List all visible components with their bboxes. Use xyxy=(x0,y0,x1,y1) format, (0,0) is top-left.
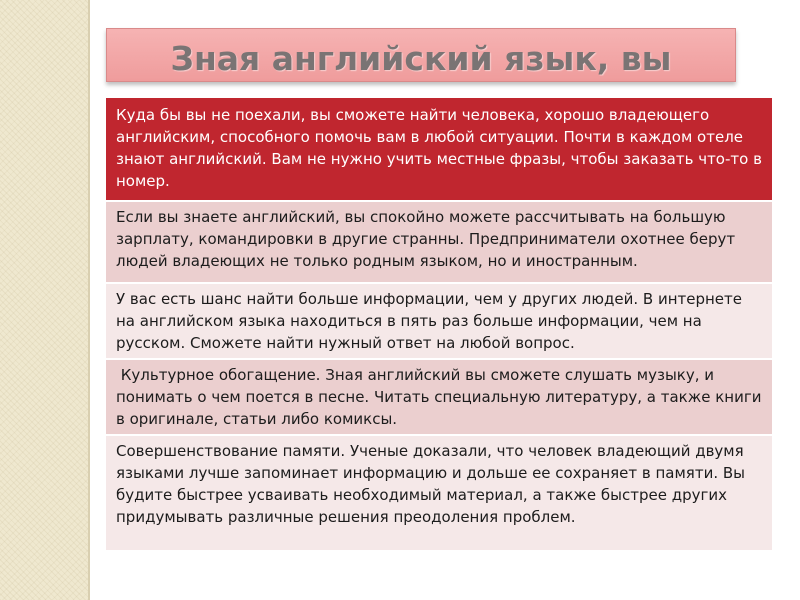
table-row-2: Если вы знаете английский, вы спокойно можете рассчитывать на большую зарплату, командировки в другие странны. Предприниматели охотнее берут людей владеющих не только родным языком, но и иностранным. xyxy=(106,202,772,284)
content-table xyxy=(106,98,772,550)
table-row-5: Совершенствование памяти. Ученые доказали, что человек владеющий двумя языками лучше запоминает информацию и дольше ее сохраняет в памяти. Вы будите быстрее усваивать необходимый материал, а также быстрее других придумывать различные решения преодоления проблем. xyxy=(106,436,772,550)
slide-title: Зная английский язык, вы xyxy=(170,39,672,78)
table-row-4: Культурное обогащение. Зная английский вы сможете слушать музыку, и понимать о чем поется в песне. Читать специальную литературу, а также книги в оригинале, статьи либо комиксы. xyxy=(106,360,772,436)
slide-title-box xyxy=(106,28,736,82)
table-row-3: У вас есть шанс найти больше информации, чем у других людей. В интернете на английском языка находиться в пять раз больше информации, чем на русском. Сможете найти нужный ответ на любой вопрос. xyxy=(106,284,772,360)
decorative-side-strip xyxy=(0,0,88,600)
table-row-1: Куда бы вы не поехали, вы сможете найти человека, хорошо владеющего английским, способного помочь вам в любой ситуации. Почти в каждом отеле знают английский. Вам не нужно учить местные фразы, чтобы заказать что-то в номер. xyxy=(106,98,772,202)
side-strip-edge xyxy=(88,0,90,600)
